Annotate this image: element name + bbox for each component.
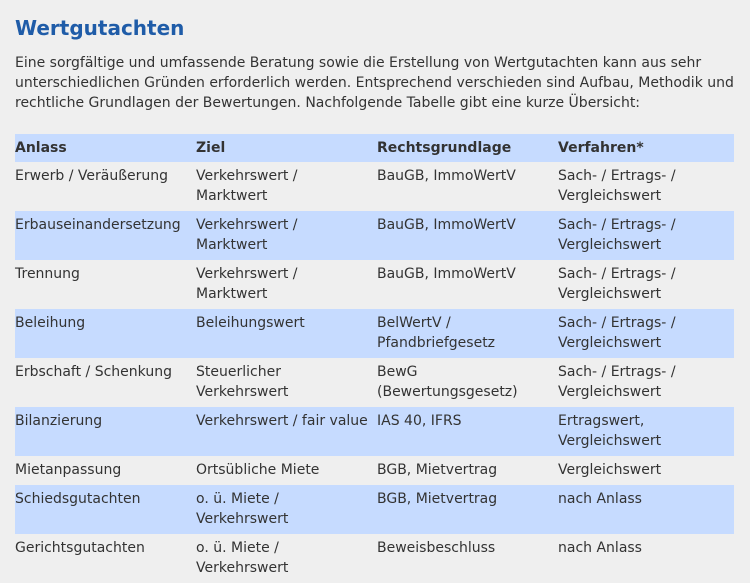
cell-ziel: Ortsübliche Miete: [196, 462, 320, 478]
cell-rechtsgrundlage: BelWertV / Pfandbriefgesetz: [377, 315, 496, 351]
cell-rechtsgrundlage: BauGB, ImmoWertV: [377, 168, 516, 184]
cell-verfahren: Sach- / Ertrags- / Vergleichswert: [558, 168, 676, 204]
cell-ziel: Verkehrswert / Marktwert: [196, 217, 298, 253]
table-row: [15, 485, 734, 534]
cell-verfahren: Sach- / Ertrags- / Vergleichswert: [558, 315, 676, 351]
table-row: [15, 260, 734, 309]
cell-ziel: Verkehrswert / Marktwert: [196, 168, 298, 204]
cell-ziel: Steuerlicher Verkehrswert: [196, 364, 289, 400]
cell-verfahren: Sach- / Ertrags- / Vergleichswert: [558, 364, 676, 400]
page-title: Wertgutachten: [15, 16, 185, 40]
cell-anlass: Beleihung: [15, 315, 86, 331]
cell-verfahren: Ertragswert, Vergleichswert: [558, 413, 662, 449]
column-header-rechtsgrundlage: Rechtsgrundlage: [377, 140, 512, 156]
intro-paragraph: Eine sorgfältige und umfassende Beratung sowie die Erstellung von Wertgutachten kann aus sehr unterschiedlichen Gründen erforderlich werden. Entsprechend verschieden sind Aufbau, Methodik und rechtliche Grundlagen der Bewertungen. Nachfolgende Tabelle gibt eine kurze Übersicht:: [15, 55, 734, 111]
column-header-anlass: Anlass: [15, 140, 67, 156]
table-header-row: [15, 134, 734, 162]
cell-verfahren: nach Anlass: [558, 540, 642, 556]
table-row: [15, 407, 734, 456]
table-row: [15, 309, 734, 358]
table-row: [15, 456, 734, 485]
cell-anlass: Trennung: [15, 266, 80, 282]
cell-rechtsgrundlage: BGB, Mietvertrag: [377, 462, 498, 478]
cell-anlass: Erbauseinandersetzung: [15, 217, 181, 233]
cell-ziel: Beleihungswert: [196, 315, 305, 331]
cell-verfahren: nach Anlass: [558, 491, 642, 507]
cell-verfahren: Sach- / Ertrags- / Vergleichswert: [558, 217, 676, 253]
cell-ziel: Verkehrswert / fair value: [196, 413, 368, 429]
cell-ziel: Verkehrswert / Marktwert: [196, 266, 298, 302]
cell-verfahren: Sach- / Ertrags- / Vergleichswert: [558, 266, 676, 302]
cell-anlass: Erbschaft / Schenkung: [15, 364, 172, 380]
table-row: [15, 534, 734, 583]
cell-anlass: Mietanpassung: [15, 462, 122, 478]
cell-rechtsgrundlage: IAS 40, IFRS: [377, 413, 462, 429]
cell-anlass: Erwerb / Veräußerung: [15, 168, 169, 184]
cell-rechtsgrundlage: BauGB, ImmoWertV: [377, 217, 516, 233]
valuation-table: [15, 134, 734, 583]
cell-anlass: Schiedsgutachten: [15, 491, 141, 507]
cell-rechtsgrundlage: BewG (Bewertungsgesetz): [377, 364, 518, 400]
cell-rechtsgrundlage: Beweisbeschluss: [377, 540, 496, 556]
cell-rechtsgrundlage: BGB, Mietvertrag: [377, 491, 498, 507]
column-header-ziel: Ziel: [196, 140, 226, 156]
cell-ziel: o. ü. Miete / Verkehrswert: [196, 491, 289, 527]
cell-rechtsgrundlage: BauGB, ImmoWertV: [377, 266, 516, 282]
cell-anlass: Bilanzierung: [15, 413, 103, 429]
table-row: [15, 162, 734, 211]
cell-ziel: o. ü. Miete / Verkehrswert: [196, 540, 289, 576]
cell-verfahren: Vergleichswert: [558, 462, 662, 478]
column-header-verfahren: Verfahren*: [558, 140, 644, 156]
cell-anlass: Gerichtsgutachten: [15, 540, 145, 556]
table-row: [15, 358, 734, 407]
table-row: [15, 211, 734, 260]
